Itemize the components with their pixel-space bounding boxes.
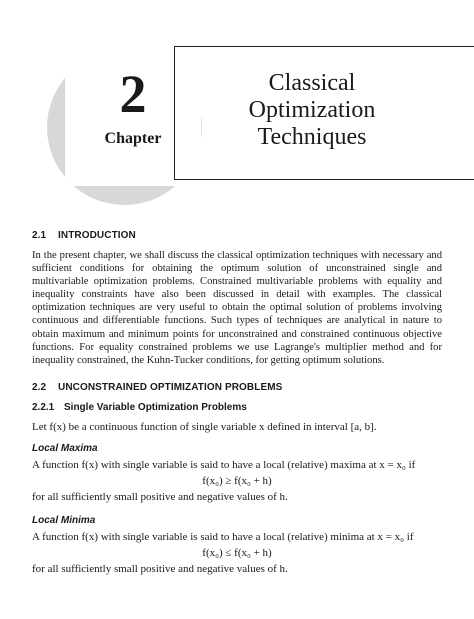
section-number: 2.2 (32, 381, 47, 393)
section-title: UNCONSTRAINED OPTIMIZATION PROBLEMS (58, 381, 283, 393)
single-variable-intro: Let f(x) be a continuous function of single variable x defined in interval [a, b]. (32, 420, 377, 433)
chapter-header (47, 40, 441, 190)
local-minima-condition: for all sufficiently small positive and negative values of h. (32, 562, 288, 575)
section-heading-unconstrained (32, 382, 442, 393)
local-maxima-heading: Local Maxima (32, 442, 98, 454)
subsection-heading-single-variable (32, 402, 442, 413)
introduction-paragraph: In the present chapter, we shall discuss the classical optimization techniques with necessary and sufficient conditions for obtaining the optimum solution of unconstrained single and multivariable optimization problems. Constrained multivariable problems with equality and inequality constraints have also been discussed in detail with examples. The classical optimization techniques are very useful to obtain the optimal solution of problems involving continuous and differentiable functions. Such types of techniques are analytical in nature to obtain maximum and minimum points for unconstrained and constrained continuous objective functions. For equality constrained problems we use Lagrange's multiplier method and for inequality constrained, the Kuhn-Tucker conditions, for getting optimum solutions. (32, 250, 442, 366)
local-maxima-condition: for all sufficiently small positive and negative values of h. (32, 490, 288, 503)
local-minima-statement: A function f(x) with single variable is said to have a local (relative) minima at x = x₀ if (32, 530, 414, 543)
local-minima-heading: Local Minima (32, 514, 96, 526)
chapter-title-line: Optimization (248, 97, 376, 123)
chapter-label: Chapter (104, 130, 162, 147)
page-body (32, 230, 442, 576)
subsection-number: 2.2.1 (32, 401, 55, 413)
local-minima-formula: f(x₀) ≤ f(x₀ + h) (202, 546, 272, 559)
local-maxima-statement: A function f(x) with single variable is said to have a local (relative) maxima at x = x₀ if (32, 458, 416, 471)
chapter-title (197, 70, 427, 151)
section-number: 2.1 (32, 230, 47, 241)
section-heading-introduction (32, 230, 442, 241)
chapter-title-line: Classical (268, 70, 356, 96)
chapter-number: 2 (119, 64, 147, 124)
chapter-title-line: Techniques (257, 124, 367, 150)
subsection-title: Single Variable Optimization Problems (64, 401, 247, 413)
section-title: INTRODUCTION (58, 230, 136, 241)
local-maxima-formula: f(x₀) ≥ f(x₀ + h) (202, 474, 272, 487)
